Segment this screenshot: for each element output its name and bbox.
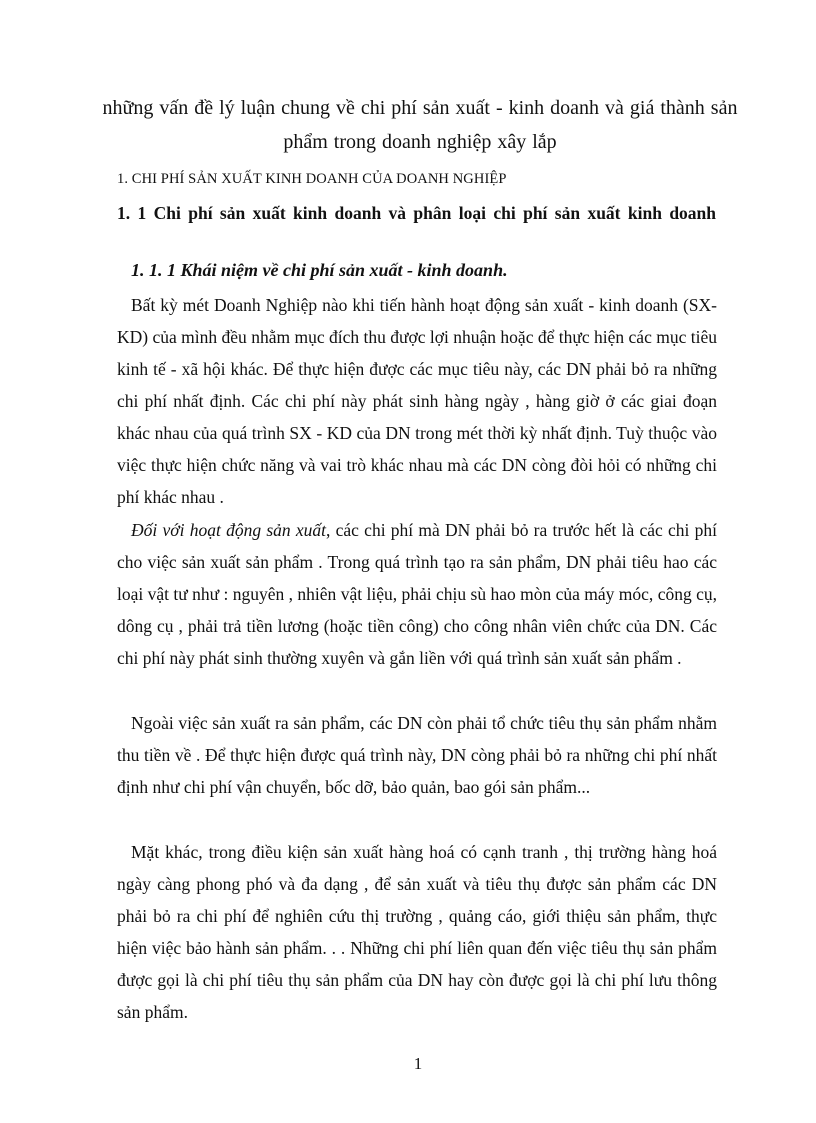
document-title: những vấn đề lý luận chung về chi phí sản xuất - kinh doanh và giá thành sản phẩm trong doanh nghiệp xây lắp <box>102 97 738 153</box>
paragraph-3: Ngoài việc sản xuất ra sản phẩm, các DN còn phải tổ chức tiêu thụ sản phẩm nhằm thu tiền về . Để thực hiện được quá trình này, DN còng phải bỏ ra những chi phí nhất định như chi phí vận chuyển, bốc dỡ, bảo quản, bao gói sản phẩm... <box>117 713 717 797</box>
section-heading: 1. CHI PHÍ SẢN XUẤT KINH DOANH CỦA DOANH NGHIỆP <box>117 171 507 187</box>
paragraph-2-body: , các chi phí mà DN phải bỏ ra trước hết là các chi phí cho việc sản xuất sản phẩm . Trong quá trình tạo ra sản phẩm, DN phải tiêu hao các loại vật tư như : nguyên , nhiên vật liệu, phải chịu sù hao mòn của máy móc, công cụ, dông cụ , phải trả tiền lương (hoặc tiền công) cho công nhân viên chức của DN. Các chi phí này phát sinh thường xuyên và gắn liền với quá trình sản xuất sản phẩm . <box>117 520 718 668</box>
paragraph-2 <box>117 514 717 674</box>
page-number: 1 <box>413 1054 423 1073</box>
subsection-heading: 1. 1 Chi phí sản xuất kinh doanh và phân loại chi phí sản xuất kinh doanh <box>117 203 717 223</box>
paragraph-2-lead: Đối với hoạt động sản xuất <box>131 520 327 540</box>
paragraph-1: Bất kỳ mét Doanh Nghiệp nào khi tiến hành hoạt động sản xuất - kinh doanh (SX-KD) của mình đều nhằm mục đích thu được lợi nhuận hoặc để thực hiện các mục tiêu kinh tế - xã hội khác. Để thực hiện được các mục tiêu này, các DN phải bỏ ra những chi phí nhất định. Các chi phí này phát sinh hàng ngày , hàng giờ ở các giai đoạn khác nhau của quá trình SX - KD của DN trong mét thời kỳ nhất định. Tuỳ thuộc vào việc thực hiện chức năng và vai trò khác nhau mà các DN còng đòi hỏi có những chi phí khác nhau . <box>117 295 717 507</box>
paragraph-4: Mặt khác, trong điều kiện sản xuất hàng hoá có cạnh tranh , thị trường hàng hoá ngày càng phong phó và đa dạng , để sản xuất và tiêu thụ được sản phẩm các DN phải bỏ ra chi phí để nghiên cứu thị trường , quảng cáo, giới thiệu sản phẩm, thực hiện việc bảo hành sản phẩm. . . Những chi phí liên quan đến việc tiêu thụ sản phẩm được gọi là chi phí tiêu thụ sản phẩm của DN hay còn được gọi là chi phí lưu thông sản phẩm. <box>117 842 717 1022</box>
sub-subsection-heading: 1. 1. 1 Khái niệm về chi phí sản xuất - kinh doanh. <box>131 260 508 280</box>
